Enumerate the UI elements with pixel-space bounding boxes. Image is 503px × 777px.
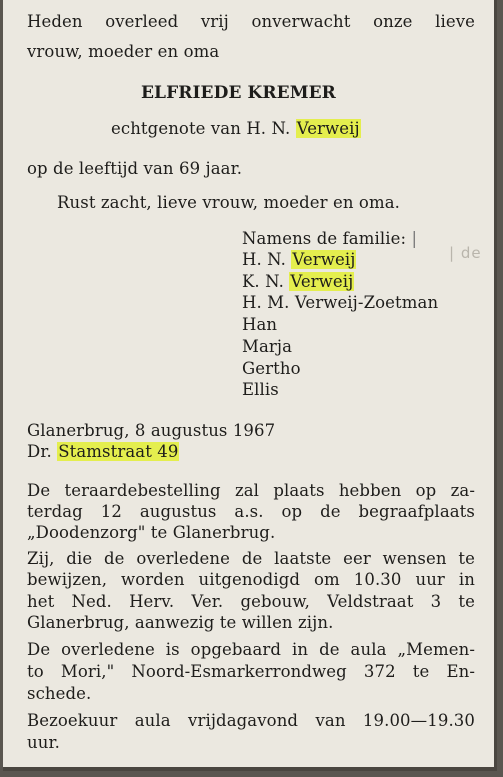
address-line — [27, 442, 179, 462]
visiting-line: Bezoekuur aula vrijdagavond van 19.00—19.30 — [27, 711, 475, 730]
family-member: H. M. Verweij-Zoetman — [242, 293, 439, 312]
funeral-line: terdag 12 augustus a.s. op de begraafplaats — [27, 502, 475, 521]
spouse-prefix: echtgenote van H. N. — [111, 119, 291, 138]
place-date: Glanerbrug, 8 augustus 1967 — [27, 421, 276, 440]
obituary-clipping — [3, 0, 497, 771]
spouse-surname-highlight: Verweij — [296, 119, 360, 138]
family-member — [242, 250, 356, 270]
family-member: Marja — [242, 337, 293, 356]
respects-line: Zij, die de overledene de laatste eer wensen te — [27, 549, 475, 568]
bleed-through-mark: | de — [449, 244, 482, 262]
funeral-line: „Doodenzorg" te Glanerbrug. — [27, 523, 276, 542]
family-member: Gertho — [242, 359, 301, 378]
respects-line: bewijzen, worden uitgenodigd om 10.30 uur in — [27, 570, 475, 589]
intro-line-2: vrouw, moeder en oma — [27, 42, 220, 61]
family-member: Han — [242, 315, 278, 334]
aula-line: to Mori," Noord-Esmarkerrondweg 372 te En- — [27, 662, 475, 681]
family-member-surname-highlight: Verweij — [290, 272, 354, 291]
address-prefix: Dr. — [27, 442, 52, 461]
respects-line: Glanerbrug, aanwezig te willen zijn. — [27, 613, 334, 632]
spouse-line — [111, 119, 361, 139]
aula-line: schede. — [27, 684, 92, 703]
visiting-line: uur. — [27, 733, 60, 752]
age-line: op de leeftijd van 69 jaar. — [27, 159, 243, 178]
family-heading-text: Namens de familie: — [242, 229, 407, 248]
family-member-surname-highlight: Verweij — [292, 250, 356, 269]
family-member-prefix: K. N. — [242, 272, 284, 291]
family-member: Ellis — [242, 380, 279, 399]
aula-line: De overledene is opgebaard in de aula „Memen- — [27, 640, 475, 659]
address-street-highlight: Stamstraat 49 — [58, 442, 179, 461]
funeral-line: De teraardebestelling zal plaats hebben op za- — [27, 481, 475, 500]
family-member — [242, 272, 354, 292]
intro-line-1: Heden overleed vrij onverwacht onze lieve — [27, 12, 475, 31]
respects-line: het Ned. Herv. Ver. gebouw, Veldstraat 3 te — [27, 592, 475, 611]
rest-line: Rust zacht, lieve vrouw, moeder en oma. — [57, 193, 400, 212]
family-heading: Namens de familie: | — [242, 229, 418, 248]
family-member-prefix: H. N. — [242, 250, 287, 269]
deceased-name: ELFRIEDE KREMER — [141, 83, 336, 103]
